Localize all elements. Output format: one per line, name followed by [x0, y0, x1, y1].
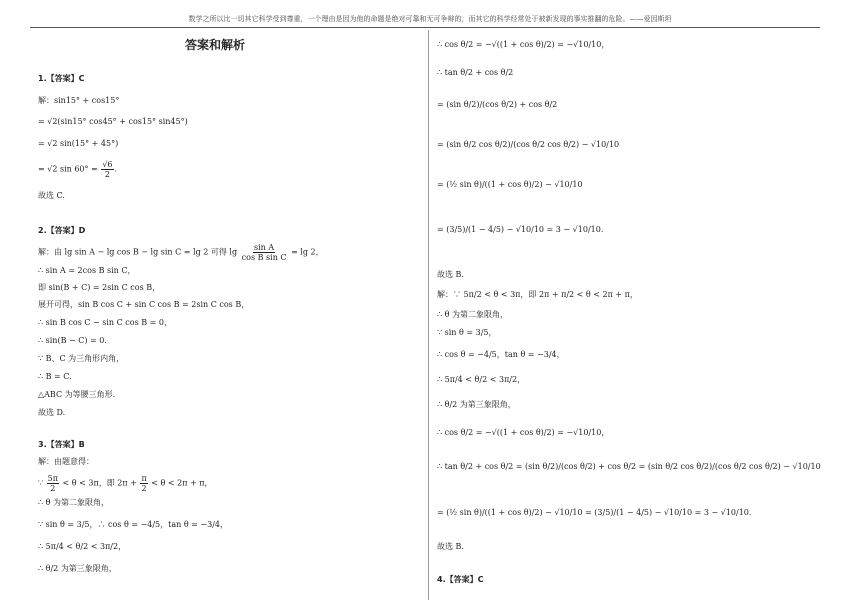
r-step-9: ∴ θ 为第二象限角，: [437, 310, 508, 319]
q3-step-6: ∴ θ/2 为第三象限角，: [38, 564, 117, 573]
q1-step-4: = √2 sin 60° = $\frac{√6}{2}$ .: [38, 160, 118, 179]
q1-step-3: = √2 sin(15° + 45°): [38, 139, 119, 148]
q2-fraction-num: sin A: [254, 243, 275, 252]
r-step-2: ∴ tan θ/2 + cos θ/2: [437, 68, 514, 77]
q2-step-1-lhs: 解：由 lg sin A − lg cos B − lg sin C = lg 2 可得 lg: [38, 247, 238, 257]
q2-step-5: ∴ sin B cos C − sin C cos B = 0，: [38, 318, 172, 327]
r-step-12: ∴ 5π/4 < θ/2 < 3π/2，: [437, 375, 526, 384]
r-step-10: ∵ sin θ = 3/5，: [437, 328, 497, 337]
r-step-3: = (sin θ/2)/(cos θ/2) + cos θ/2: [437, 100, 558, 109]
r-step-15: ∴ tan θ/2 + cos θ/2 = (sin θ/2)/(cos θ/2) + cos θ/2 = (sin θ/2 cos θ/2)/(cos θ/2 cos θ/2) − √10/10: [437, 462, 821, 471]
q1-step-1: 解：sin15° + cos15°: [38, 96, 120, 105]
page-title: 答案和解析: [184, 38, 245, 52]
q3-step-5: ∴ 5π/4 < θ/2 < 3π/2，: [38, 542, 127, 551]
q2-step-7: ∵ B、C 为三角形内角，: [38, 354, 125, 363]
r-conclusion-1: 故选 B.: [437, 270, 464, 279]
r-step-6: = (3/5)/(1 − 4/5) − √10/10 = 3 − √10/10.: [437, 225, 604, 234]
r-step-4: = (sin θ/2 cos θ/2)/(cos θ/2 cos θ/2) − √10/10: [437, 140, 620, 149]
q2-step-8: ∴ B = C.: [38, 372, 72, 381]
q1-answer-label: 1.【答案】C: [38, 74, 85, 83]
q3-fraction-2-den: 2: [141, 484, 147, 493]
q1-conclusion: 故选 C.: [38, 191, 65, 200]
q1-fraction-den: 2: [104, 170, 110, 179]
q2-step-4: 展开可得，sin B cos C + sin C cos B = 2sin C cos B，: [38, 300, 250, 309]
r-step-13: ∴ θ/2 为第三象限角，: [437, 400, 516, 409]
q1-fraction: [101, 160, 113, 179]
r-step-5: = (½ sin θ)/((1 + cos θ)/2) − √10/10: [437, 180, 583, 189]
q3-fraction-1: [47, 474, 59, 493]
q3-fraction-2: [140, 474, 147, 493]
r-step-11: ∴ cos θ = −4/5，tan θ = −3/4，: [437, 350, 565, 359]
q1-fraction-num: √6: [102, 160, 113, 169]
r-step-8: 解：∵ 5π/2 < θ < 3π，即 2π + π/2 < θ < 2π + π，: [437, 290, 638, 299]
q3-fraction-1-den: 2: [50, 484, 56, 493]
header-quote: 数学之所以比一切其它科学受到尊重，一个理由是因为他的命题是绝对可靠和无可争辩的，而其它的科学经常处于被新发现的事实推翻的危险。——爱因斯坦: [188, 15, 672, 23]
q2-step-6: ∴ sin(B − C) = 0.: [38, 336, 107, 345]
q2-conclusion: 故选 D.: [38, 408, 66, 417]
q2-fraction: [241, 243, 288, 262]
q3-answer-label: 3.【答案】B: [38, 440, 85, 449]
q4-answer-label: 4.【答案】C: [437, 575, 484, 584]
q3-fraction-1-num: 5π: [47, 474, 58, 483]
r-conclusion-2: 故选 B.: [437, 542, 464, 551]
q2-step-3: 即 sin(B + C) = 2sin C cos B，: [38, 283, 161, 292]
r-step-14: ∴ cos θ/2 = −√((1 + cos θ)/2) = −√10/10，: [437, 428, 610, 437]
q3-step-2-c: < θ < 2π + π，: [151, 478, 213, 488]
header-rule: [30, 27, 820, 28]
q3-step-2-a: ∵: [38, 478, 44, 488]
q2-step-2: ∴ sin A = 2cos B sin C，: [38, 266, 136, 275]
q3-step-3: ∴ θ 为第二象限角，: [38, 498, 109, 507]
q3-fraction-2-num: π: [141, 474, 147, 483]
q2-step-1: [38, 243, 324, 262]
q2-step-1-rhs: = lg 2，: [291, 247, 324, 257]
column-divider: [428, 30, 429, 600]
r-step-16: = (½ sin θ)/((1 + cos θ)/2) − √10/10 = (3/5)/(1 − 4/5) − √10/10 = 3 − √10/10.: [437, 508, 752, 517]
q2-answer-label: 2.【答案】D: [38, 226, 86, 235]
q2-step-9: △ABC 为等腰三角形.: [38, 390, 116, 399]
q1-step-4-lhs: = √2 sin 60° =: [38, 164, 98, 174]
q1-step-2: = √2(sin15° cos45° + cos15° sin45°): [38, 117, 188, 126]
r-step-1: ∴ cos θ/2 = −√((1 + cos θ)/2) = −√10/10，: [437, 40, 610, 49]
q2-fraction-den: cos B sin C: [241, 253, 287, 262]
q3-step-2: [38, 474, 213, 493]
q3-step-2-b: < θ < 3π，即 2π +: [62, 478, 137, 488]
q3-step-1: 解：由题意得：: [38, 457, 94, 466]
q3-step-4: ∵ sin θ = 3/5，∴ cos θ = −4/5，tan θ = −3/4，: [38, 520, 229, 529]
